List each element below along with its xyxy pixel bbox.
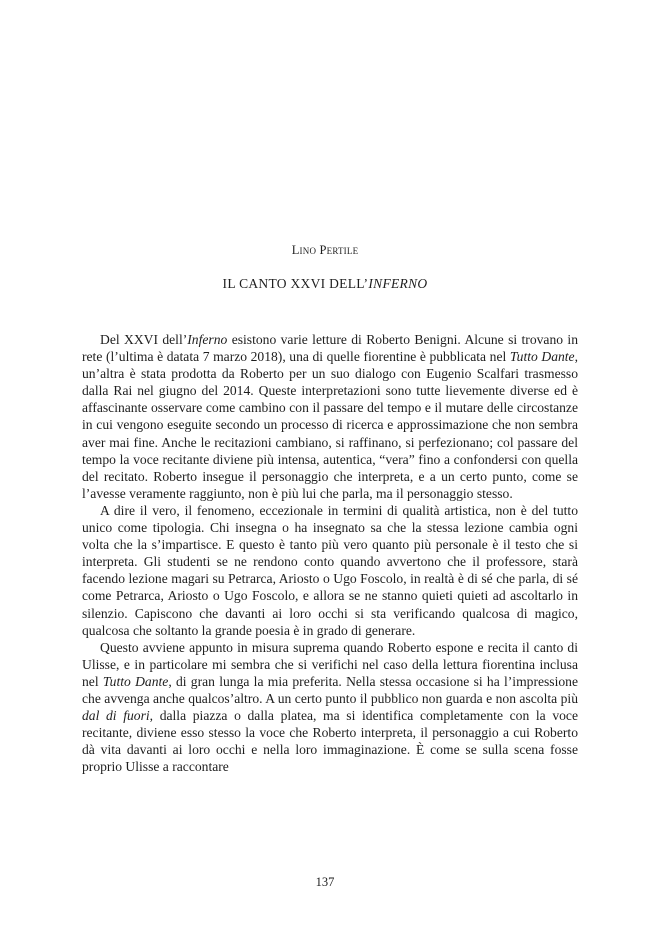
body-text — [82, 331, 578, 775]
text-run: esistono varie letture di Roberto Benigni. Alcune si trovano in rete (l’ultima è datata 7 marzo 2018), una di quelle fiorentine è pubblicata nel — [82, 332, 578, 365]
text-run: Del XXVI dell’ — [100, 332, 188, 347]
italic-text: Tutto Dante — [509, 349, 575, 365]
text-run: , un’altra è stata prodotta da Roberto per un suo dialogo con Eugenio Scalfari trasmesso dalla Rai nel giugno del 2014. Queste interpretazioni sono tutte lievemente diverse ed è affascinante osservare come cambino con il passare del tempo e il mutare delle circostanze in cui vengono eseguite secondo un processo di ricerca e approssimazione che non sembra aver mai fine. Anche le recitazioni cambiano, si raffinano, si perfezionano; col passare del tempo la voce recitante diviene più intensa, autentica, “vera” fino a confondersi con quella del recitato. Roberto insegue il personaggio che interpreta, e a un certo punto, come se l’avesse veramente raggiunto, non è più lui che parla, ma il personaggio stesso. — [82, 349, 579, 501]
text-run: , dalla piazza o dalla platea, ma si identifica completamente con la voce recitante, diviene esso stesso la voce che Roberto interpreta, il personaggio a cui Roberto dà vita davanti ai loro occhi e nella loro immaginazione. È come se sulla scena fosse proprio Ulisse a raccontare — [82, 708, 578, 775]
italic-text: Tutto Dante — [102, 673, 169, 689]
paragraph-1 — [82, 331, 578, 502]
text-run: Questo avviene appunto in misura suprema quando Roberto espone e recita il canto di Ulisse, e in particolare mi sembra che si verifichi nel caso della lettura fiorentina inclusa nel — [82, 639, 578, 689]
chapter-title-text: IL CANTO XXVI DELL’ — [222, 276, 369, 291]
chapter-title-italic: INFERNO — [368, 276, 428, 291]
text-run: , di gran lunga la mia preferita. Nella stessa occasione si ha l’impressione che avvenga anche qualcos’altro. A un certo punto il pubblico non guarda e non ascolta più — [82, 673, 578, 706]
italic-text: dal di fuori — [82, 708, 150, 724]
author-name: Lino Pertile — [291, 243, 359, 257]
paragraph-3 — [82, 639, 578, 776]
paragraph-2 — [82, 502, 578, 639]
page-number: 137 — [315, 875, 335, 889]
text-run: A dire il vero, il fenomeno, eccezionale in termini di qualità artistica, non è del tutto unico come tipologia. Chi insegna o ha insegnato sa che la stessa lezione cambia ogni volta che la s’impartisce. E questo è tanto più vero quanto più personale è il testo che si interpreta. Gli studenti se ne rendono conto quando avvertono che il professore, starà facendo lezione magari su Petrarca, Ariosto o Ugo Foscolo, in realtà è di sé che parla, di sé come Petrarca, Ariosto o Ugo Foscolo, e allora se ne stanno quieti quieti ad ascoltarlo in silenzio. Capiscono che davanti ai loro occhi si sta verificando qualcosa di magico, qualcosa che soltanto la grande poesia è in grado di generare. — [82, 502, 578, 638]
chapter-title — [0, 276, 650, 292]
italic-text: Inferno — [187, 332, 228, 347]
